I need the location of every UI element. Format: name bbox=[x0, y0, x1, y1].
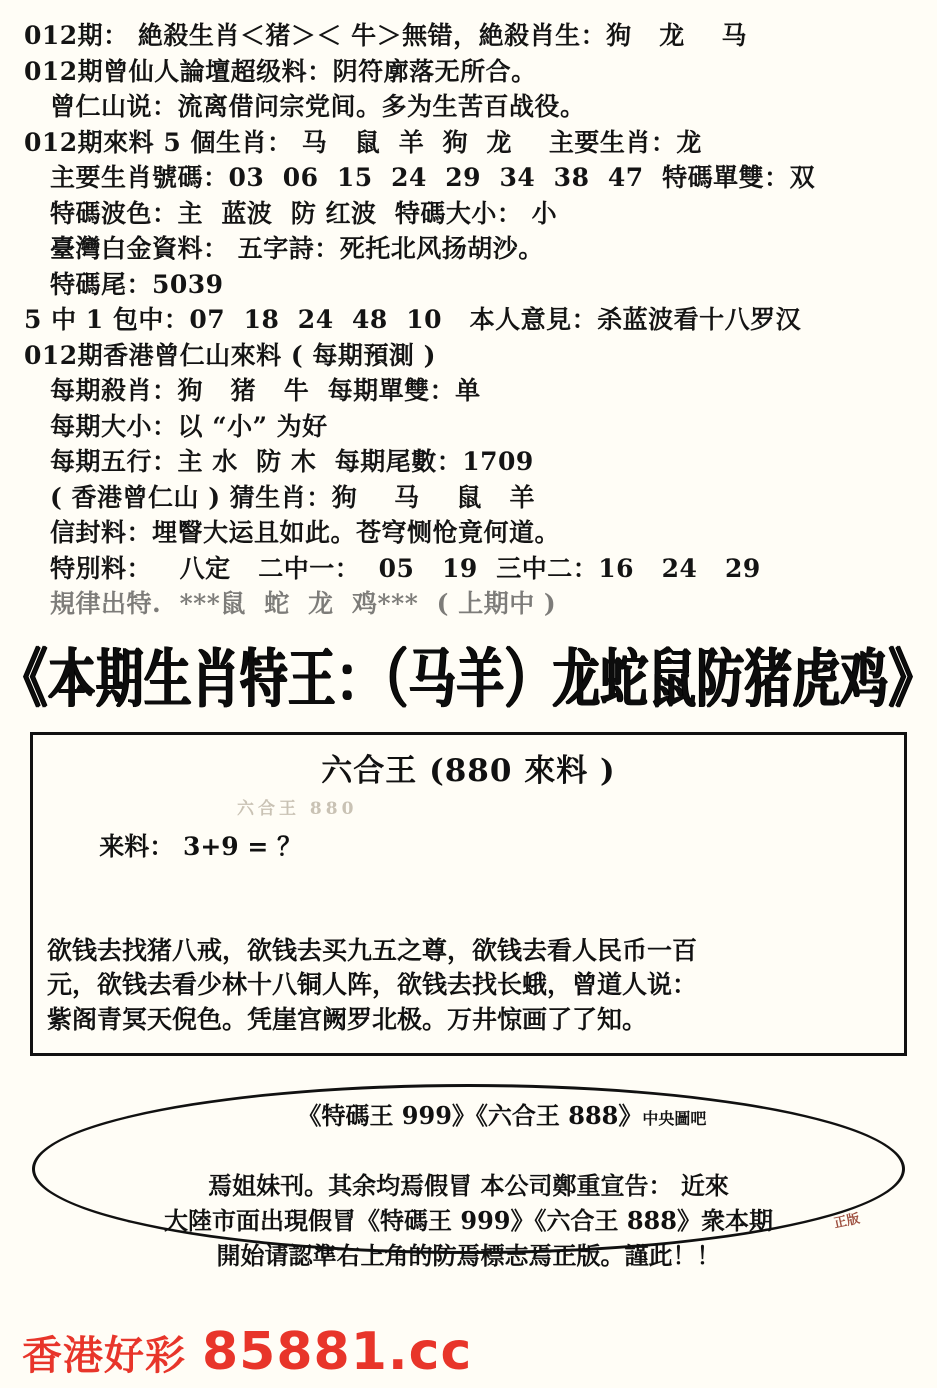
notice-line: 開始请認準右上角的防焉標志焉正版。謹此！！ bbox=[216, 1240, 721, 1270]
text-line: 信封料：埋瞖大运且如此。苍穹恻怆竟何道。 bbox=[50, 518, 561, 547]
text-line: 012期香港曾仁山來料 ( 每期預測 ) bbox=[24, 340, 436, 370]
text-line: 特別料： 八定 二中一： 05 19 三中二：16 24 29 bbox=[50, 553, 761, 583]
text-line: 每期大小：以 “小” 为好 bbox=[50, 411, 328, 441]
forecast-box-line: 紫阁青冥天倪色。凭崖宫阙罗北极。万井惊画了了知。 bbox=[47, 1004, 648, 1034]
headline-text: 《本期生肖特王：（马羊）龙蛇鼠防猪虎鸡》 bbox=[0, 642, 937, 718]
headline-banner bbox=[0, 632, 937, 718]
text-line: 特碼波色：主 蓝波 防 红波 特碼大小： 小 bbox=[50, 198, 558, 228]
notice-line-text: 《特碼王 999》《六合王 888》 bbox=[297, 1101, 643, 1131]
text-line: 規律出特. ***鼠 蛇 龙 鸡*** ( 上期中 ) bbox=[50, 589, 557, 618]
notice-content bbox=[62, 1098, 875, 1270]
forecast-box-line-text: 来料： 3+9 = ？ bbox=[99, 832, 303, 861]
text-line: 012期： 絶殺生肖＜猪＞＜ 牛＞無错，絶殺肖生：狗 龙 马 bbox=[24, 21, 748, 50]
footer-url: 85881.cc bbox=[202, 1322, 473, 1382]
notice-oval bbox=[32, 1084, 905, 1270]
forecast-box-line: 欲钱去找猪八戒，欲钱去买九五之尊，欲钱去看人民币一百 bbox=[47, 935, 698, 965]
footer-brand: 香港好彩 bbox=[22, 1333, 186, 1379]
text-line: 每期五行：主 水 防 木 每期尾數：1709 bbox=[50, 447, 534, 476]
forecast-box bbox=[30, 732, 907, 1057]
top-text-block bbox=[24, 18, 913, 622]
text-line: 臺灣白金資料： 五字詩：死托北风扬胡沙。 bbox=[50, 234, 544, 263]
text-line: 每期殺肖：狗 猪 牛 每期單雙：单 bbox=[50, 376, 481, 405]
watermark-text: 六合王 880 bbox=[237, 798, 358, 819]
forecast-box-line bbox=[47, 796, 890, 934]
footer-watermark bbox=[22, 1322, 472, 1382]
text-line: 012期曾仙人論壇超级料：阴符廓落无所合。 bbox=[24, 56, 537, 86]
text-line: ( 香港曾仁山 ) 猜生肖：狗 马 鼠 羊 bbox=[50, 482, 536, 512]
text-line: 特碼尾：5039 bbox=[50, 269, 224, 299]
forecast-box-line: 元，欲钱去看少林十八铜人阵，欲钱去找长蛾，曾道人说： bbox=[47, 970, 698, 999]
forecast-box-title: 六合王 (880 來料 ) bbox=[321, 752, 616, 789]
stamp-icon: 正版 bbox=[832, 1211, 862, 1232]
text-line: 5 中 1 包中：07 18 24 48 10 本人意見：杀蓝波看十八罗汉 bbox=[24, 305, 802, 334]
notice-line bbox=[231, 1065, 707, 1169]
notice-corner-tag: 中央圖吧 bbox=[642, 1109, 707, 1129]
text-line: 曾仁山说：流离借问宗党间。多为生苦百战役。 bbox=[50, 92, 586, 121]
notice-line: 焉姐妹刊。其余均焉假冒 本公司鄭重宣告： 近來 bbox=[208, 1171, 729, 1200]
notice-line: 大陸市面出現假冒《特碼王 999》《六合王 888》衆本期 bbox=[164, 1205, 773, 1235]
text-line: 012期來料 5 個生肖： 马 鼠 羊 狗 龙 主要生肖：龙 bbox=[24, 127, 702, 157]
text-line: 主要生肖號碼：03 06 15 24 29 34 38 47 特碼單雙：双 bbox=[50, 163, 816, 192]
